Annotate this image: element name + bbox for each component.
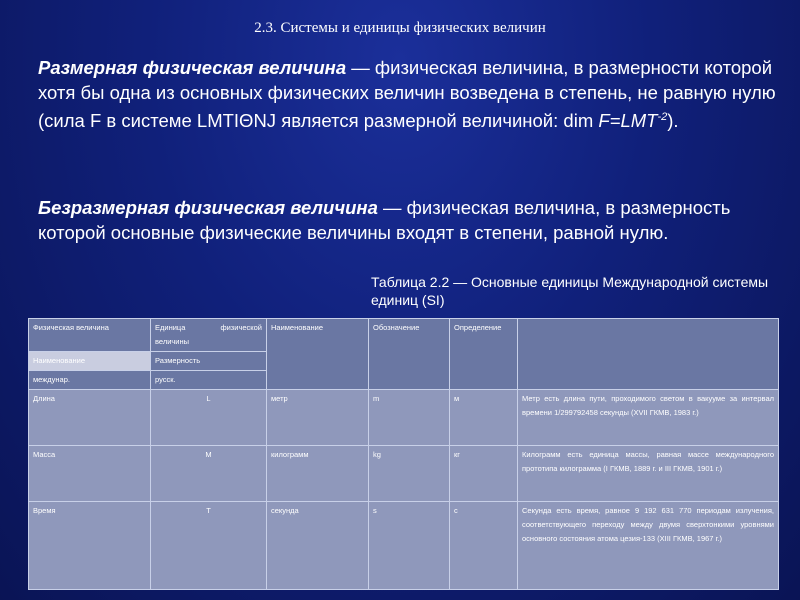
table-row — [29, 446, 779, 502]
table-row — [29, 390, 779, 446]
row-quantity: Длина — [29, 390, 151, 446]
dimensionless-term: Безразмерная физическая величина — [38, 197, 378, 218]
row-unit: килограмм — [267, 446, 369, 502]
row-intl-symbol: m — [369, 390, 450, 446]
dimensionless-definition: — физическая величина, в размерность которой основные физические величины входят в степени, равной нулю. — [38, 197, 731, 243]
row-dimension: L — [151, 390, 267, 446]
row-rus-symbol: м — [450, 390, 518, 446]
dimensional-definition-b: ). — [667, 110, 679, 132]
row-dimension: T — [151, 502, 267, 590]
slide-title: 2.3. Системы и единицы физических величин — [254, 20, 546, 36]
row-rus-symbol: с — [450, 502, 518, 590]
dimensional-term: Размерная физическая величина — [38, 57, 347, 78]
dimensional-definition-a: — физическая величина, в размерности которой хотя бы одна из основных физических величин возведена в степень, не равную нулю (сила F в системе LMTIΘNJ является размерной величиной: dim — [38, 57, 776, 132]
table-header-row — [29, 319, 779, 352]
header-physical-quantity: Физическая величина — [29, 319, 151, 352]
row-quantity: Время — [29, 502, 151, 590]
row-definition: Метр есть длина пути, проходимого светом в вакууме за интервал времени 1/299792458 секунды (XVII ГКМВ, 1983 г.) — [518, 390, 779, 446]
header-symbol: Обозначение — [369, 319, 450, 390]
row-unit: метр — [267, 390, 369, 446]
row-quantity: Масса — [29, 446, 151, 502]
row-dimension: M — [151, 446, 267, 502]
sub-russian: русск. — [151, 371, 267, 390]
table-row — [29, 502, 779, 590]
header-name: Наименование — [267, 319, 369, 390]
row-intl-symbol: s — [369, 502, 450, 590]
header-definition: Определение — [450, 319, 518, 390]
row-definition: Килограмм есть единица массы, равная массе международного прототипа килограмма (I ГКМВ, 1889 г. и III ГКМВ, 1901 г.) — [518, 446, 779, 502]
row-intl-symbol: kg — [369, 446, 450, 502]
formula: $F=LMT^{-2}$ — [598, 110, 668, 132]
row-unit: секунда — [267, 502, 369, 590]
row-definition: Секунда есть время, равное 9 192 631 770 периодам излучения, соответствующего переходу между двумя сверхтонкими уровнями основного состояния атома цезия-133 (XIII ГКМВ, 1967 г.) — [518, 502, 779, 590]
sub-international: междунар. — [29, 371, 151, 390]
row-rus-symbol: кг — [450, 446, 518, 502]
table-caption: Таблица 2.2 — Основные единицы Международной системы единиц (SI) — [371, 274, 769, 308]
header-empty — [518, 319, 779, 390]
dimensionless-quantity-paragraph — [38, 195, 778, 245]
dimensional-quantity-paragraph — [38, 55, 778, 133]
si-units-table — [28, 318, 779, 590]
header-unit: Единица физической величины — [151, 319, 267, 352]
sub-name: Наименование — [29, 352, 151, 371]
sub-dimension: Размерность — [151, 352, 267, 371]
